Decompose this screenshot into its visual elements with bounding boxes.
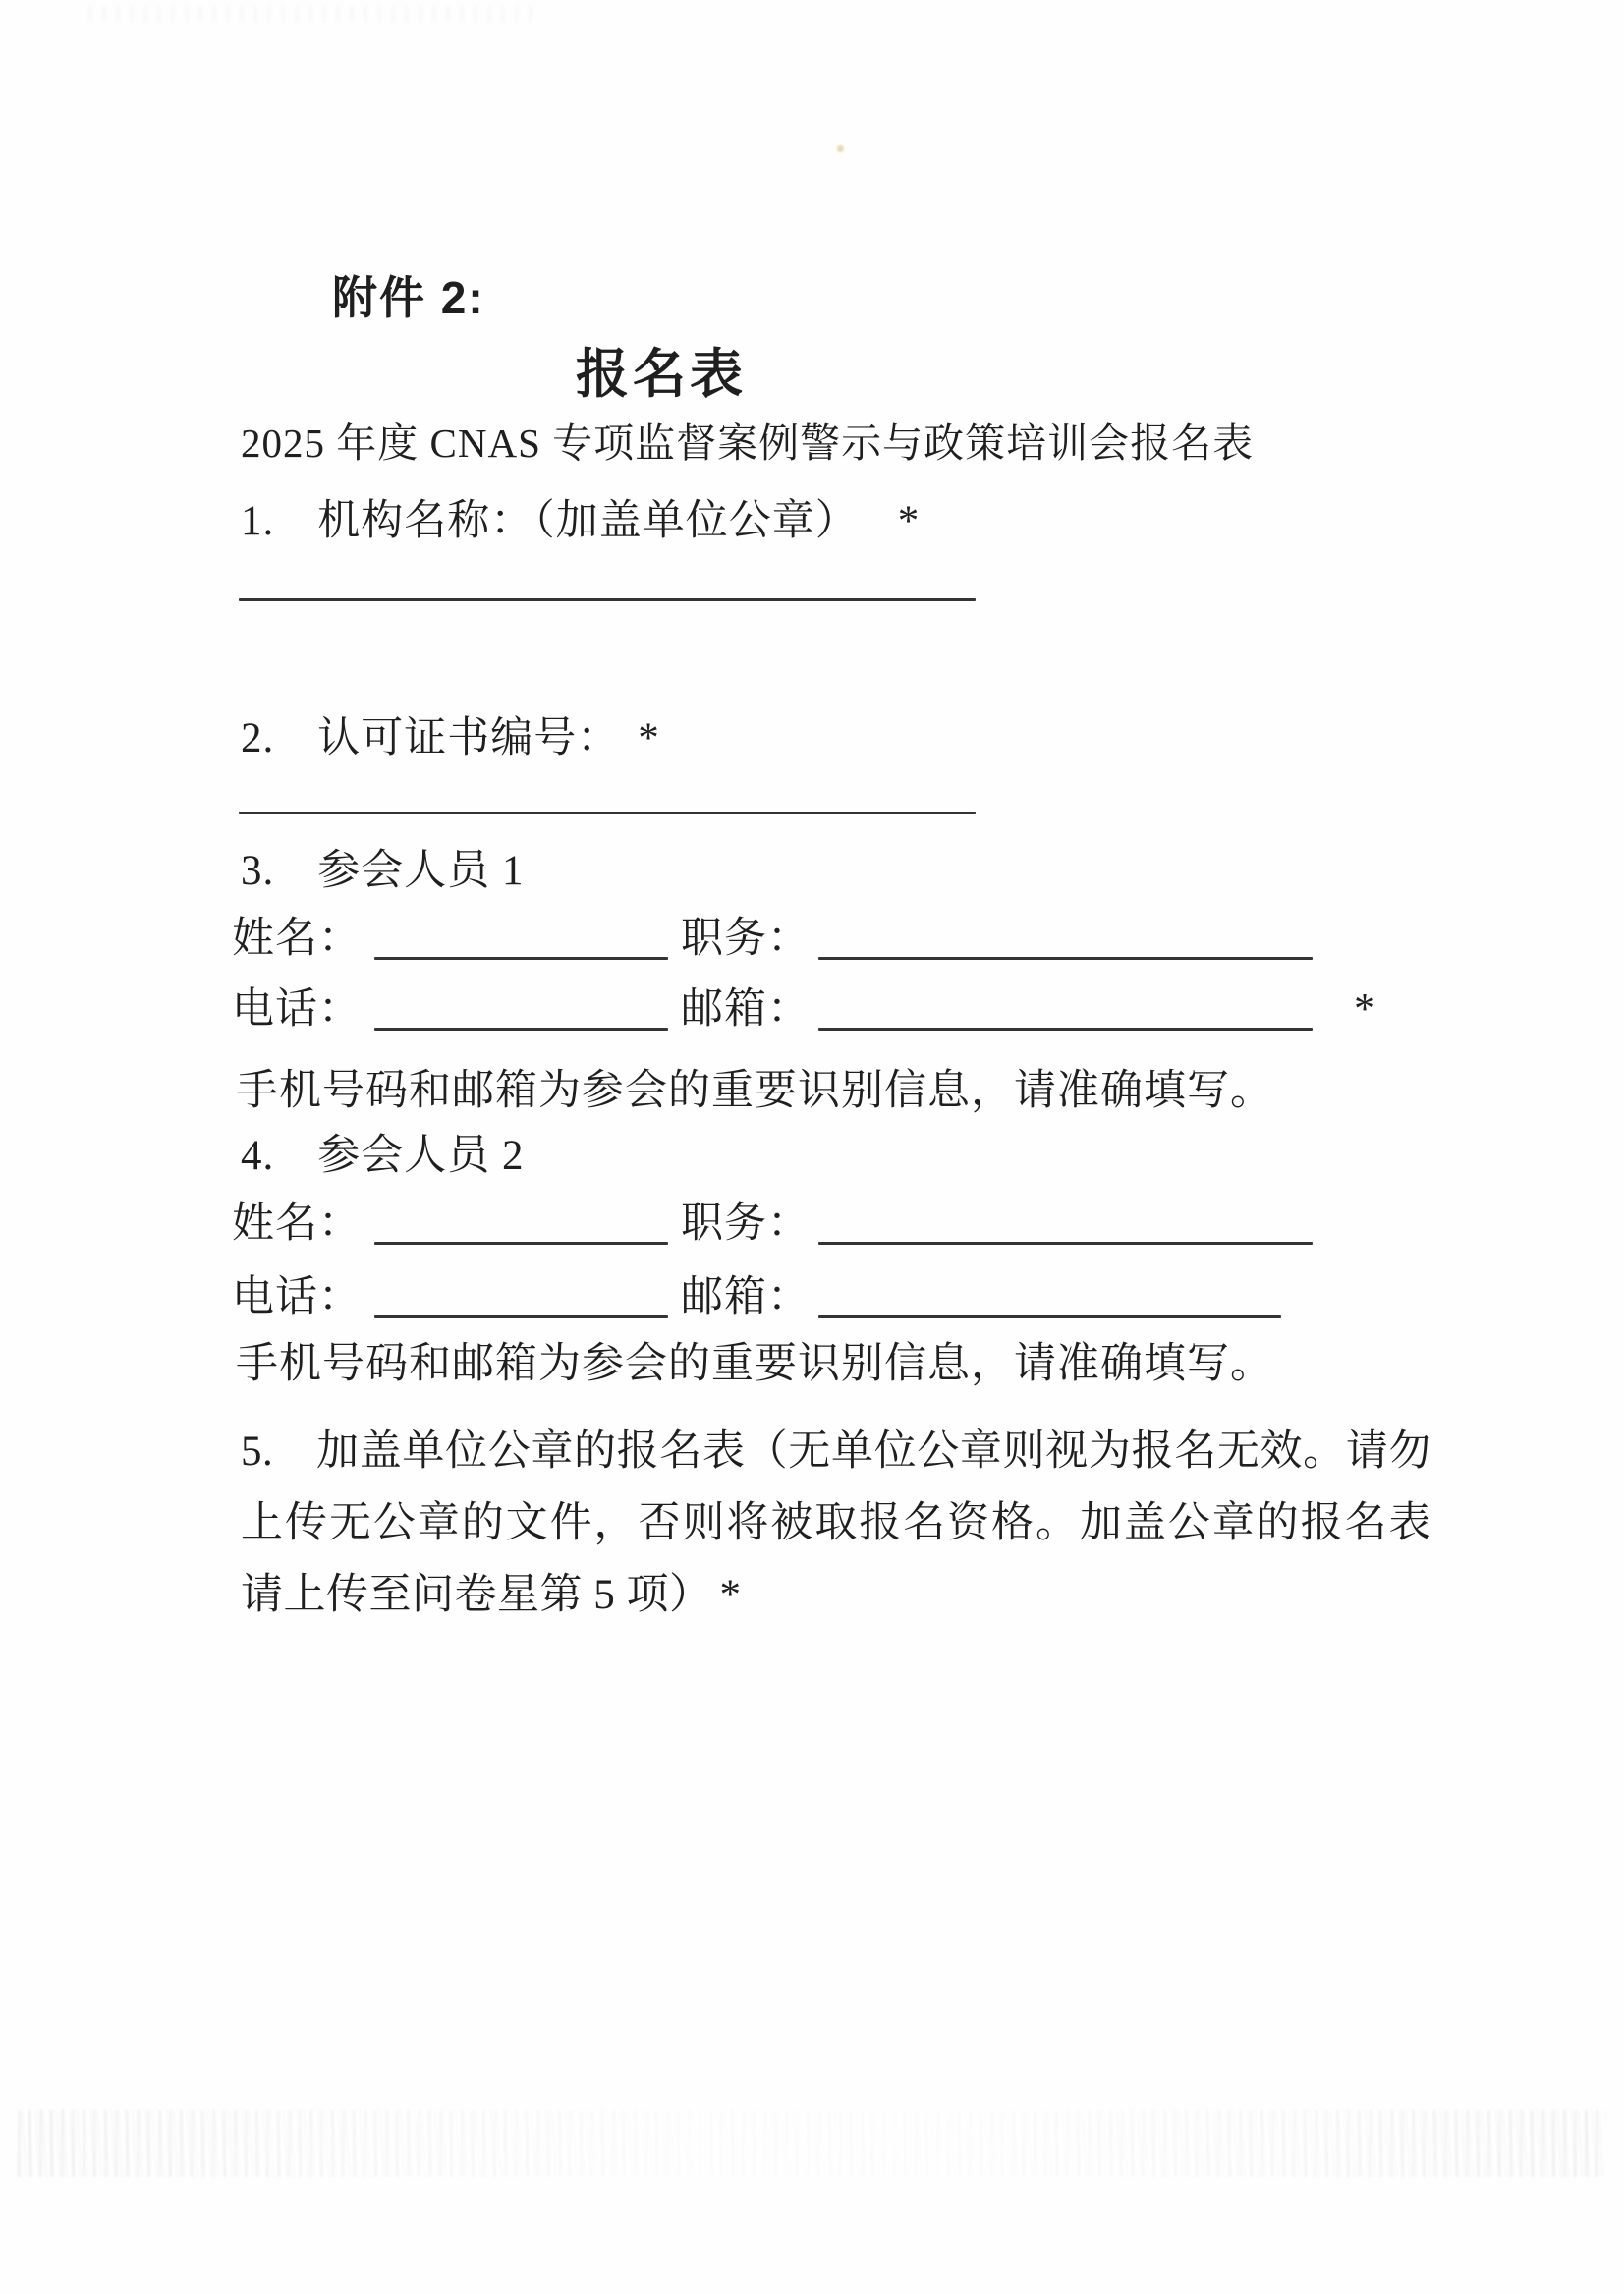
org-name-blank-line <box>239 598 976 601</box>
attendee1-duty-label: 职务： <box>681 916 811 962</box>
attendee1-email-label: 邮箱： <box>681 986 811 1033</box>
attendee2-name-blank-line <box>374 1242 668 1245</box>
attendee2-duty-blank-line <box>818 1242 1313 1245</box>
attendee1-note: 手机号码和邮箱为参会的重要识别信息，请准确填写。 <box>236 1068 1273 1114</box>
item-org-name-required-asterisk: * <box>897 498 921 544</box>
item-cert-no <box>241 714 660 764</box>
item-cert-no-text: 2. 认可证书编号： <box>241 715 621 761</box>
item-org-name <box>241 497 920 547</box>
document-title: 报名表 <box>576 345 747 404</box>
item-stamp-note-text: 5. 加盖单位公章的报名表（无单位公章则视为报名无效。请勿上传无公章的文件，否则将被取报名资格。加盖公章的报名表请上传至问卷星第 5 项） <box>241 1428 1431 1618</box>
item-org-name-text: 1. 机构名称：（加盖单位公章） <box>241 498 859 544</box>
attendee2-phone-label: 电话： <box>232 1274 362 1320</box>
document-subtitle: 2025 年度 CNAS 专项监督案例警示与政策培训会报名表 <box>241 420 1255 466</box>
attendee2-duty-label: 职务： <box>681 1201 811 1247</box>
attendee1-name-blank-line <box>374 957 668 960</box>
attendee1-email-blank-line <box>818 1028 1313 1031</box>
item-stamp-note-required-asterisk: * <box>719 1572 742 1618</box>
item-stamp-note <box>241 1416 1431 1631</box>
attendee1-phone-label: 电话： <box>232 986 362 1033</box>
attendee1-email-required-asterisk: * <box>1354 984 1376 1033</box>
attendee1-name-label: 姓名： <box>232 916 362 962</box>
attendee1-phone-blank-line <box>374 1028 668 1031</box>
attendee2-note: 手机号码和邮箱为参会的重要识别信息，请准确填写。 <box>236 1341 1273 1387</box>
attendee1-duty-blank-line <box>818 957 1313 960</box>
item-attendee1-heading: 3. 参会人员 1 <box>241 848 525 894</box>
scan-speck <box>837 145 844 152</box>
scan-noise-band <box>18 2110 1606 2177</box>
attendee2-email-blank-line <box>818 1315 1281 1318</box>
item-cert-no-required-asterisk: * <box>638 715 660 761</box>
item-attendee2-heading: 4. 参会人员 2 <box>241 1133 525 1179</box>
attendee2-name-label: 姓名： <box>232 1201 362 1247</box>
attachment-label: 附件 2: <box>332 272 485 323</box>
scan-edge-smudge <box>88 6 540 22</box>
cert-no-blank-line <box>239 812 976 814</box>
attendee2-phone-blank-line <box>374 1315 668 1318</box>
attendee2-email-label: 邮箱： <box>681 1274 811 1320</box>
